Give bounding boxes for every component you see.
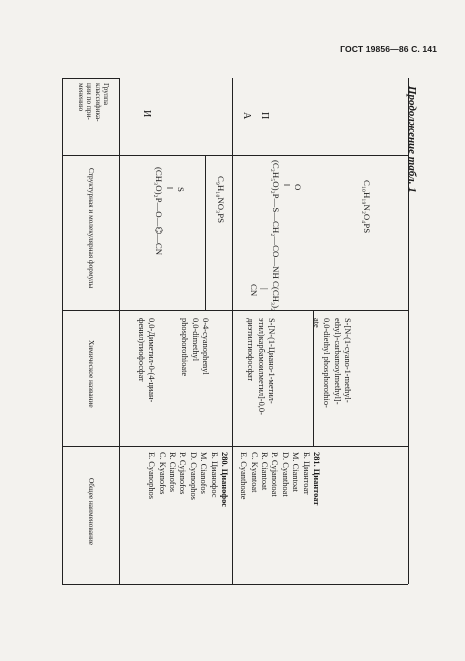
rule-header bbox=[119, 78, 120, 584]
rule-right bbox=[408, 78, 409, 584]
row-281-formula-molecular: C₁₀H₁₉N₂O₄PS bbox=[362, 180, 372, 234]
rule-top bbox=[62, 78, 119, 79]
row-280-common-name: 280. Цианофос Б. Цианофос М. Cianofos D. Cyanophos P. Cyjanofos R. Cianofos С. Kyanofos E. Cyanophos bbox=[147, 452, 229, 507]
rule-bottom bbox=[62, 584, 408, 585]
rule-row-divider bbox=[232, 78, 233, 584]
rule-header-formula bbox=[62, 155, 408, 156]
header-group: Группа классифика- ции по при- менению bbox=[77, 83, 111, 122]
row-281-formula-structure: O ‖ (C₂H₅O)₂P—S—CH₂—CO—NH C(CH₃)₂ | CN bbox=[249, 160, 303, 312]
row-280-formula-structure: S ‖ (CH₃O)₂P—O—⌬—CN bbox=[154, 167, 186, 256]
row-280-chemical-name-ru: 0,0-Диметил-0-(4-циан- фенил)тиофосфат bbox=[136, 318, 156, 403]
header-chemical-name: Химическое название bbox=[87, 340, 96, 408]
rule-formula-split-1 bbox=[205, 155, 206, 310]
row-281-group-p: П bbox=[259, 112, 270, 120]
row-280-group: И bbox=[141, 110, 152, 118]
row-281-common-name: 281. Циантоат Б. Циантоат М. Ciantoat D. Cyanthoat P. Cyjanotoat R. Ciantoat С. Kyantoat E. Cyanthoate bbox=[239, 452, 321, 506]
table-caption: Продолжение табл. 1 bbox=[406, 86, 418, 193]
row-280-formula-molecular: C₉H₁₀NO₃PS bbox=[216, 176, 226, 223]
page-header: ГОСТ 19856—86 С. 141 bbox=[340, 44, 437, 54]
rule-header-common bbox=[62, 446, 408, 447]
row-281-group-a: А bbox=[241, 112, 252, 120]
row-281-chemical-name-ru: S-[N-(1-Циано-1-метил- этил)карбамоилметил]-0,0- диэтилтиофосфат bbox=[246, 318, 276, 415]
row-280-chemical-name-en: 0-4-cyanophenyl 0,0-dimethyl phosphorothioate bbox=[180, 318, 210, 377]
header-common-name: Общее наименование bbox=[87, 478, 96, 545]
row-281-chemical-name-en: S-[N-(1-cyano-1-methyl- ethyl)-carbamoylmethyl]- 0,0-diethyl phosphorothio- ate bbox=[311, 318, 352, 408]
rule-header-chem bbox=[62, 310, 408, 311]
rule-left bbox=[62, 78, 63, 584]
header-formula: Структурная и молекулярная формулы bbox=[87, 168, 96, 289]
